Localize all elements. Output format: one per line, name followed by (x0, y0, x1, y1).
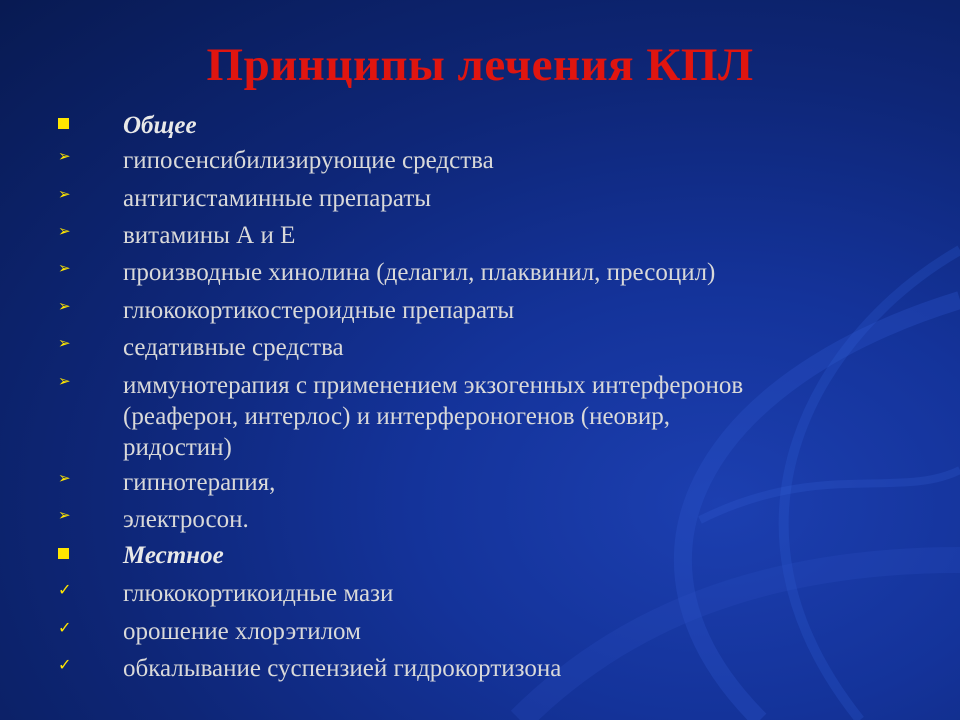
list-item-text: электросон. (123, 506, 249, 533)
list-item-text: глюкокортикостероидные препараты (123, 297, 515, 324)
section-heading-general: Общее (123, 112, 197, 139)
arrow-bullet-icon: ➢ (58, 334, 71, 352)
list-item-text: глюкокортикоидные мази (123, 580, 394, 607)
list-item-text: орошение хлорэтилом (123, 618, 361, 645)
arrow-bullet-icon: ➢ (58, 372, 71, 390)
list-item-text: гипосенсибилизирующие средства (123, 147, 494, 174)
arrow-bullet-icon: ➢ (58, 222, 71, 240)
square-bullet-icon (58, 548, 69, 559)
list-item-text: антигистаминные препараты (123, 185, 432, 212)
arrow-bullet-icon: ➢ (58, 297, 71, 315)
section-heading-local: Местное (123, 542, 224, 569)
slide-title: Принципы лечения КПЛ (206, 39, 754, 91)
list-item-text-line-2: (реаферон, интерлос) и интерфероногенов (неовир, (123, 403, 670, 430)
arrow-bullet-icon: ➢ (58, 469, 71, 487)
list-item-text-line-1: иммунотерапия с применением экзогенных интерферонов (123, 372, 744, 399)
list-item-text-line-3: ридостин) (123, 434, 232, 461)
list-item-text: седативные средства (123, 334, 344, 361)
arrow-bullet-icon: ➢ (58, 147, 71, 165)
arrow-bullet-icon: ➢ (58, 506, 71, 524)
check-bullet-icon: ✓ (58, 655, 72, 674)
arrow-bullet-icon: ➢ (58, 185, 71, 203)
list-item-text: гипнотерапия, (123, 469, 276, 496)
square-bullet-icon (58, 118, 69, 129)
check-bullet-icon: ✓ (58, 580, 72, 599)
list-item-text: производные хинолина (делагил, плаквинил, пресоцил) (123, 259, 716, 286)
check-bullet-icon: ✓ (58, 618, 72, 637)
arrow-bullet-icon: ➢ (58, 259, 71, 277)
list-item-text: обкалывание суспензией гидрокортизона (123, 655, 562, 682)
list-item-text: витамины А и Е (123, 222, 296, 249)
